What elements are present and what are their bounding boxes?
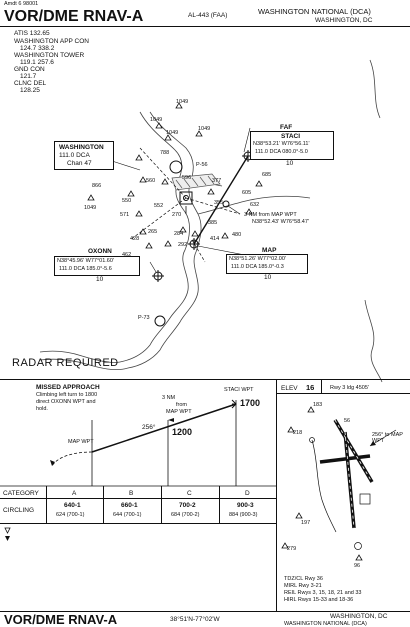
obstacle-elev: 428 (130, 236, 140, 242)
minima-cat-a: A (72, 490, 77, 497)
p73-label: P-73 (138, 315, 150, 321)
apt-map-note: 256° to MAP WPT (372, 432, 403, 444)
apt-height: 197 (301, 520, 311, 526)
elev-value: 16 (306, 383, 315, 392)
obstacle-elev: 632 (250, 202, 260, 208)
p56-label: P-56 (196, 162, 208, 168)
minima-category-label: CATEGORY (3, 490, 39, 497)
obstacle-elev: 866 (92, 183, 102, 189)
staci-label: STACI (281, 133, 301, 140)
map-coord: N38°51.26' W77°02.00' (229, 256, 286, 262)
staci-dist: 111.0 DCA 080.0°-5.0 (255, 149, 308, 155)
map-dist: 111.0 DCA 185.0°-0.3 (231, 264, 284, 270)
map-alt: 10 (264, 274, 272, 281)
ground-label: GND CON (14, 66, 45, 73)
missed-approach-line-3: hold. (36, 406, 48, 412)
profile-3nm-line-2: from (176, 402, 187, 408)
obstacle-elev: 685 (262, 172, 272, 178)
faf-label: FAF (280, 124, 293, 131)
profile-3nm-line-1: 3 NM (162, 395, 176, 401)
obstacle-elev: 1049 (84, 205, 97, 211)
ground-freq: 121.7 (20, 73, 37, 80)
radar-required: RADAR REQUIRED (12, 357, 119, 369)
minima-cat-c: C (187, 490, 192, 497)
oxonn-label: OXONN (88, 248, 112, 255)
footer-latlon: 38°51'N-77°02'W (170, 616, 220, 623)
obstacle-elev: 414 (210, 236, 220, 242)
obstacle-elev: 270 (172, 212, 182, 218)
approach-label: WASHINGTON APP CON (14, 38, 90, 45)
atis-freq: ATIS 132.65 (14, 30, 50, 37)
obstacle-elev: 1049 (150, 117, 163, 123)
clearance-label: CLNC DEL (14, 80, 47, 87)
obstacle-elev: 292 (178, 242, 188, 248)
obstacle-elev: 596 (182, 175, 192, 181)
lighting-note: MIRL Rwy 3-21 (284, 583, 322, 589)
minima-value-d: 900-3 (237, 502, 254, 509)
obstacle-elev: 462 (122, 252, 132, 258)
apt-height: 96 (354, 563, 361, 569)
apt-height: 56 (344, 418, 351, 424)
map-label: MAP (262, 247, 277, 254)
lighting-note: TDZ/CL Rwy 36 (284, 576, 323, 582)
missed-approach-line-2: direct OXONN WPT and (36, 399, 96, 405)
vor-freq: 111.0 DCA (59, 152, 90, 159)
minima-cat-b: B (129, 490, 134, 497)
obstacle-elev: 1049 (166, 130, 179, 136)
missed-approach-line-1: Climbing left turn to 1800 (36, 392, 98, 398)
staci-coord: N38°53.21' W76°56.11' (253, 141, 310, 147)
tower-label: WASHINGTON TOWER (14, 52, 85, 59)
minima-value-c: 700-2 (179, 502, 196, 509)
amendment: Amdt 6 98001 (4, 1, 39, 7)
obstacle-elev: 1049 (176, 99, 189, 105)
profile-3nm-line-3: MAP WPT (166, 409, 192, 415)
elev-label: ELEV (281, 385, 298, 392)
minima-value-b: 660-1 (121, 502, 138, 509)
profile-alt-1200: 1200 (172, 427, 193, 437)
footer-title: VOR/DME RNAV-A (4, 612, 118, 627)
clearance-freq: 128.25 (20, 87, 40, 94)
oxonn-coord: N38°45.96' W77°01.60' (57, 258, 114, 264)
obstacle-elev: 355 (214, 200, 224, 206)
airport-city: WASHINGTON, DC (315, 17, 373, 24)
staci-alt: 10 (286, 160, 294, 167)
lighting-note: HIRL Rwys 15-33 and 18-36 (284, 597, 354, 603)
chart-title: VOR/DME RNAV-A (4, 8, 144, 25)
airport-name: WASHINGTON NATIONAL (DCA) (258, 7, 371, 16)
obstacle-elev: 377 (212, 178, 222, 184)
three-nm-note: 3 NM from MAP WPT (244, 212, 297, 218)
footer-city: WASHINGTON, DC (330, 613, 388, 620)
approach-freqs: 124.7 338.2 (20, 45, 55, 52)
vor-name: WASHINGTON (59, 144, 104, 151)
obstacle-elev: 1049 (198, 126, 211, 132)
minima-value-a: 640-1 (64, 502, 81, 509)
lighting-note: REIL Rwys 3, 15, 18, 21 and 33 (284, 590, 362, 596)
profile-alt-1700: 1700 (240, 398, 261, 408)
missed-approach-title: MISSED APPROACH (36, 384, 100, 391)
obstacle-elev: 605 (242, 190, 252, 196)
obstacle-elev: 480 (232, 232, 242, 238)
obstacle-elev: 284 (174, 231, 184, 237)
apt-height: 218 (293, 430, 303, 436)
tower-freqs: 119.1 257.6 (20, 59, 54, 66)
profile-map-wpt: MAP WPT (68, 439, 94, 445)
oxonn-alt: 10 (96, 276, 104, 283)
tdz-note: Rwy 3 ldg 4505' (330, 385, 369, 391)
minima-circling-label: CIRCLING (3, 507, 35, 514)
three-nm-coord: N38°52.43' W76°58.47' (252, 219, 309, 225)
chart-id: AL-443 (FAA) (188, 12, 228, 19)
minima-sub-d: 884 (900-3) (229, 512, 258, 518)
obstacle-elev: 552 (154, 203, 164, 209)
oxonn-dist: 111.0 DCA 185.0°-5.6 (59, 266, 112, 272)
profile-staci-wpt: STACI WPT (224, 387, 254, 393)
minima-sub-b: 644 (700-1) (113, 512, 142, 518)
obstacle-elev: 265 (148, 229, 158, 235)
minima-sub-a: 624 (700-1) (56, 512, 85, 518)
obstacle-elev: 560 (146, 178, 156, 184)
obstacle-elev: 571 (120, 212, 130, 218)
vor-channel: Chan 47 (67, 160, 92, 167)
profile-course: 256° (142, 424, 156, 431)
apt-height: 279 (287, 546, 297, 552)
obstacle-elev: 788 (160, 150, 170, 156)
obstacle-elev: 550 (122, 198, 132, 204)
apt-height: 183 (313, 402, 323, 408)
minima-cat-d: D (245, 490, 250, 497)
footer-airport: WASHINGTON NATIONAL (DCA) (284, 621, 367, 627)
obstacle-elev: 385 (208, 220, 218, 226)
minima-sub-c: 684 (700-2) (171, 512, 200, 518)
